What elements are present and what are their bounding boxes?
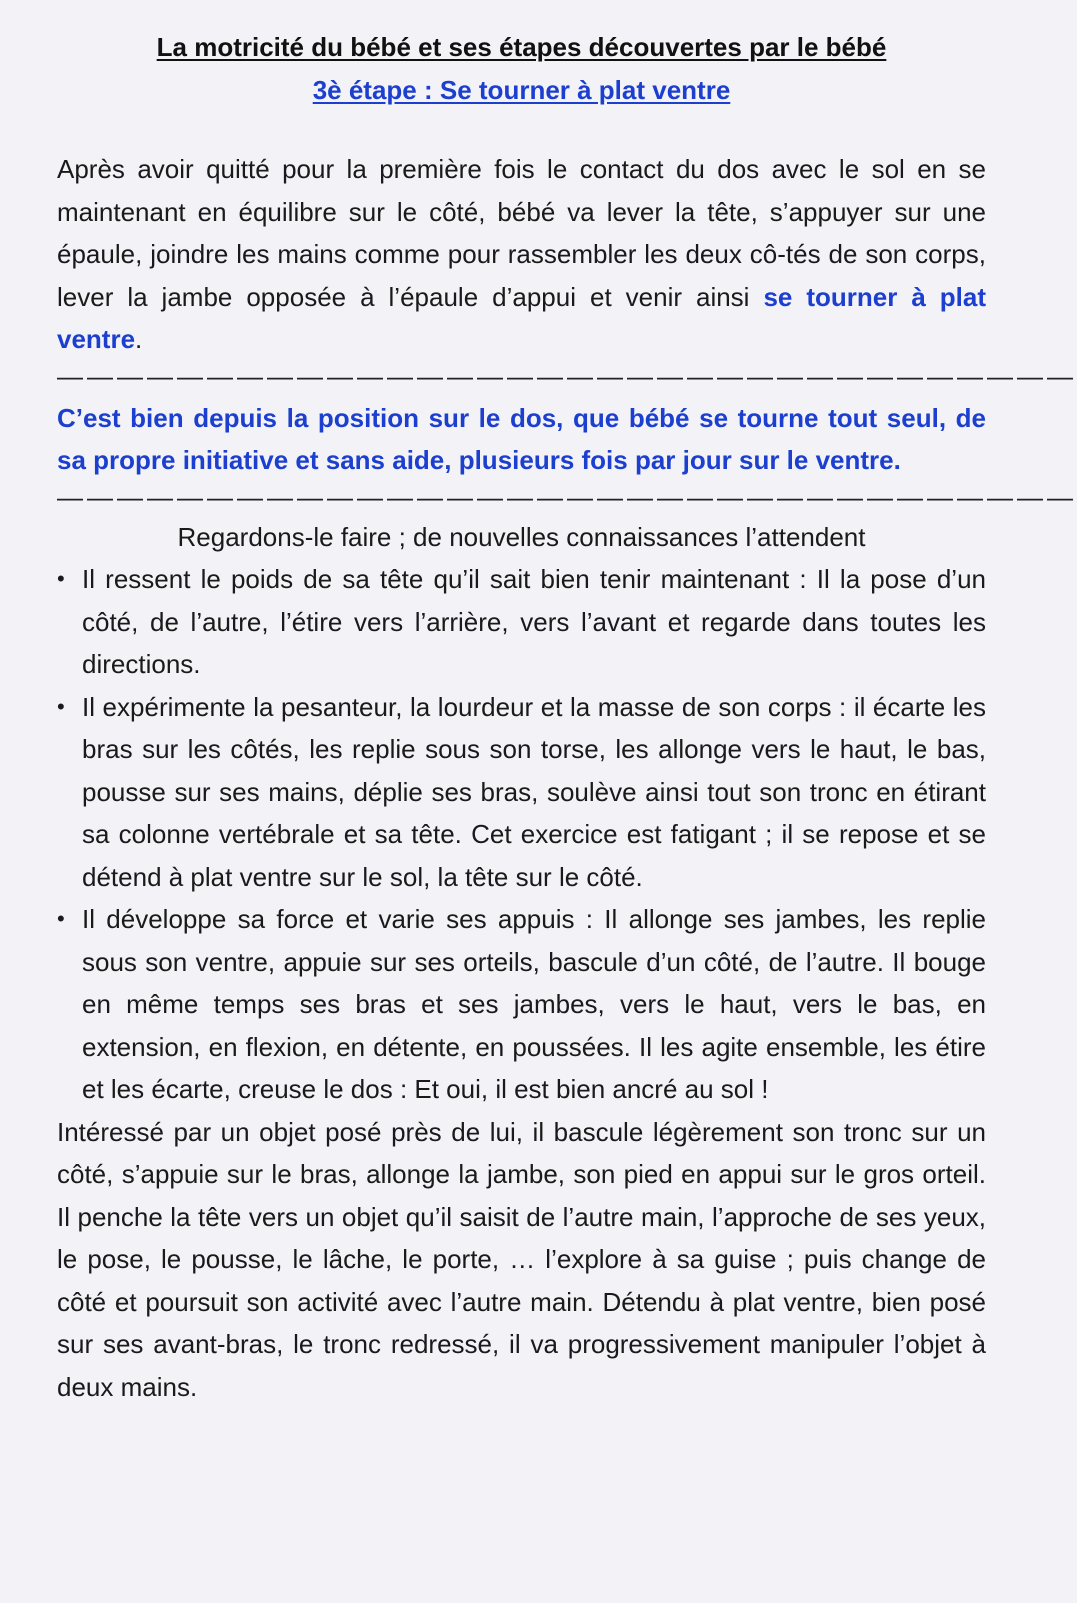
observations-list: [57, 558, 986, 1111]
intro-emphasis: se tourner à plat ventre: [57, 281, 987, 354]
list-item: [57, 686, 986, 899]
lead-in-text: Regardons-le faire ; de nouvelles connaissances l’attendent: [177, 521, 866, 552]
list-item-text: Il expérimente la pesanteur, la lourdeur et la masse de son corps : il écarte les bras sur les côtés, les replie sous son torse, les allonge vers le haut, le bas, pousse sur ses mains, déplie ses bras, soulève ainsi tout son tronc en étirant sa colonne vertébrale et sa tête. Cet exercice est fatigant ; il se repose et se détend à plat ventre sur le sol, la tête sur le côté.: [82, 691, 986, 892]
highlight-paragraph: C’est bien depuis la position sur le dos, que bébé se tourne tout seul, de sa propre initiative et sans aide, plusieurs fois par jour sur le ventre.: [57, 402, 986, 475]
divider-top: ——————————————————————————————————: [57, 360, 1077, 391]
list-item-text: Il ressent le poids de sa tête qu’il sait bien tenir maintenant : Il la pose d’un côté, de l’autre, l’étire vers l’arrière, vers l’avant et regarde dans toutes les directions.: [82, 564, 986, 679]
list-item: [57, 898, 986, 1111]
closing-paragraph: Intéressé par un objet posé près de lui, il bascule légèrement son tronc sur un côté, s’appuie sur le bras, allonge la jambe, son pied en appui sur le gros orteil. Il penche la tête vers un objet qu’il saisit de l’autre main, l’approche de ses yeux, le pose, le pousse, le lâche, le porte, … l’explore à sa guise ; puis change de côté et poursuit son activité avec l’autre main. Détendu à plat ventre, bien posé sur ses avant-bras, le tronc redressé, il va progressivement manipuler l’objet à deux mains.: [57, 1116, 986, 1402]
bullet-icon: •: [57, 566, 65, 591]
intro-paragraph: [57, 148, 986, 361]
bullet-icon: •: [57, 906, 65, 931]
intro-text: Après avoir quitté pour la première fois le contact du dos avec le sol en se maintenant en équilibre sur le côté, bébé va lever la tête, s’appuyer sur une épaule, joindre les mains comme pour rassembler les deux cô-tés de son corps, lever la jambe opposée à l’épaule d’appui et venir ainsi: [57, 154, 986, 312]
page-subtitle: 3è étape : Se tourner à plat ventre: [312, 75, 731, 105]
bullet-icon: •: [57, 693, 65, 719]
intro-text-end: .: [135, 324, 143, 354]
page-title: La motricité du bébé et ses étapes découvertes par le bébé: [156, 32, 887, 62]
list-item-text: Il développe sa force et varie ses appuis : Il allonge ses jambes, les replie sous son ventre, appuie sur ses orteils, bascule d’un côté, de l’autre. Il bouge en même temps ses bras et ses jambes, vers le haut, vers le bas, en extension, en flexion, en détente, en poussées. Il les agite ensemble, les étire et les écarte, creuse le dos : Et oui, il est bien ancré au sol !: [82, 904, 986, 1104]
divider-bottom: ——————————————————————————————————: [57, 481, 1077, 512]
list-item: [57, 558, 986, 686]
